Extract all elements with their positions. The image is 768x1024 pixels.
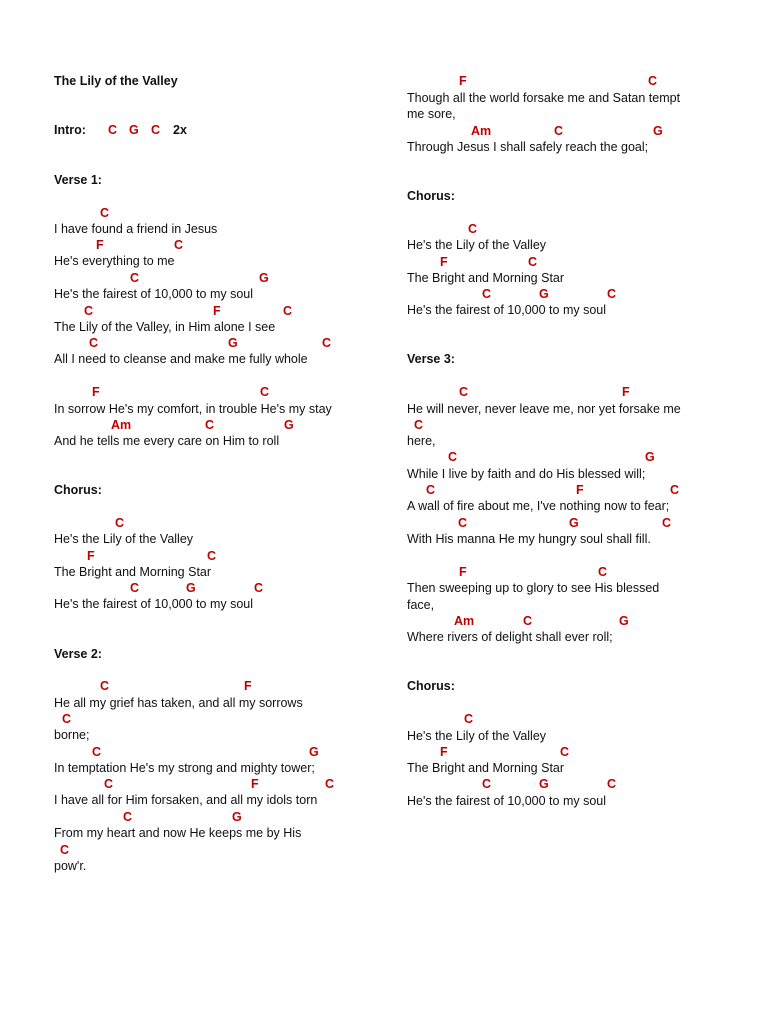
chord: F xyxy=(440,255,448,269)
chord: C xyxy=(92,745,102,759)
chord: G xyxy=(284,418,294,432)
chord-line xyxy=(407,286,757,302)
chord: G xyxy=(309,745,319,759)
lyric-line: He's everything to me xyxy=(54,254,175,268)
chord: C xyxy=(459,385,469,399)
chord: F xyxy=(440,745,448,759)
chord-line xyxy=(407,564,757,580)
chord: C xyxy=(100,679,110,693)
lyric-line: He's the Lily of the Valley xyxy=(54,532,194,546)
lyric-line: He's the fairest of 10,000 to my soul xyxy=(407,794,607,808)
intro-chord: C xyxy=(151,123,161,137)
lyric-line: With His manna He my hungry soul shall fill. xyxy=(407,532,651,546)
lyric-line: He's the fairest of 10,000 to my soul xyxy=(54,287,254,301)
verse-1-heading: Verse 1: xyxy=(54,173,102,187)
chord-line xyxy=(54,548,404,564)
chord: C xyxy=(283,304,293,318)
chord: C xyxy=(174,238,184,252)
chord: G xyxy=(232,810,242,824)
chord-line xyxy=(54,744,404,760)
lyric-line: me sore, xyxy=(407,107,456,121)
lyric-line: He's the fairest of 10,000 to my soul xyxy=(407,303,607,317)
chord-line xyxy=(54,809,404,825)
chord-line xyxy=(407,73,757,89)
chord: C xyxy=(448,450,458,464)
chord-line xyxy=(54,237,404,253)
chord: F xyxy=(244,679,252,693)
lyric-line: A wall of fire about me, I've nothing now to fear; xyxy=(407,499,670,513)
chord: C xyxy=(648,74,658,88)
intro-line xyxy=(54,122,404,138)
chord: C xyxy=(670,483,680,497)
chord: F xyxy=(459,565,467,579)
chord-line xyxy=(54,303,404,319)
lyric-line: The Lily of the Valley, in Him alone I see xyxy=(54,320,276,334)
chord: C xyxy=(130,271,140,285)
chord: G xyxy=(619,614,629,628)
lyric-line: In sorrow He's my comfort, in trouble He's my stay xyxy=(54,402,332,416)
section-heading: Chorus: xyxy=(407,189,455,203)
chord: C xyxy=(207,549,217,563)
chord: C xyxy=(89,336,99,350)
chord-line xyxy=(54,515,404,531)
chord: C xyxy=(130,581,140,595)
chord: F xyxy=(96,238,104,252)
chord-line xyxy=(407,711,757,727)
chord: C xyxy=(598,565,608,579)
chord: G xyxy=(539,777,549,791)
chord-line xyxy=(54,384,404,400)
chord-line xyxy=(407,123,757,139)
chord: C xyxy=(482,777,492,791)
chord-line xyxy=(54,842,404,858)
chord: G xyxy=(539,287,549,301)
chord: C xyxy=(468,222,478,236)
chord: C xyxy=(325,777,335,791)
chord: C xyxy=(100,206,110,220)
intro-repeat: 2x xyxy=(173,123,187,137)
chord: G xyxy=(186,581,196,595)
chord-line xyxy=(407,254,757,270)
chord: C xyxy=(123,810,133,824)
chord: C xyxy=(464,712,474,726)
chord: Am xyxy=(111,418,132,432)
chord-line xyxy=(407,221,757,237)
chord: Am xyxy=(454,614,475,628)
chord-line xyxy=(407,449,757,465)
chord: C xyxy=(60,843,70,857)
chord-line xyxy=(54,205,404,221)
chord-line xyxy=(407,744,757,760)
lyric-line: I have found a friend in Jesus xyxy=(54,222,218,236)
chord: C xyxy=(254,581,264,595)
chord-line xyxy=(54,678,404,694)
section-heading: Chorus: xyxy=(407,679,455,693)
lyric-line: I have all for Him forsaken, and all my idols torn xyxy=(54,793,318,807)
chord: C xyxy=(84,304,94,318)
chord-line xyxy=(407,482,757,498)
chord: G xyxy=(653,124,663,138)
lyric-line: pow'r. xyxy=(54,859,87,873)
intro-chord: C xyxy=(108,123,118,137)
chord: C xyxy=(62,712,72,726)
chord-line xyxy=(54,417,404,433)
chord: C xyxy=(560,745,570,759)
lyric-line: Where rivers of delight shall ever roll; xyxy=(407,630,613,644)
lyric-line: While I live by faith and do His blessed will; xyxy=(407,467,646,481)
chord-line xyxy=(407,515,757,531)
lyric-line: face, xyxy=(407,598,435,612)
chord: G xyxy=(645,450,655,464)
chord: C xyxy=(607,287,617,301)
lyric-line: Then sweeping up to glory to see His blessed xyxy=(407,581,660,595)
chord-line xyxy=(407,613,757,629)
chord-line xyxy=(54,776,404,792)
chord: F xyxy=(92,385,100,399)
lyric-line: And he tells me every care on Him to roll xyxy=(54,434,280,448)
chord: C xyxy=(482,287,492,301)
chord: F xyxy=(459,74,467,88)
lyric-line: The Bright and Morning Star xyxy=(54,565,212,579)
section-heading: Chorus: xyxy=(54,483,102,497)
chord: C xyxy=(414,418,424,432)
lyric-line: He's the Lily of the Valley xyxy=(407,729,547,743)
chord: C xyxy=(528,255,538,269)
lyric-line: Through Jesus I shall safely reach the goal; xyxy=(407,140,649,154)
chord-line xyxy=(407,776,757,792)
chord: F xyxy=(622,385,630,399)
chord: C xyxy=(260,385,270,399)
lyric-line: He's the fairest of 10,000 to my soul xyxy=(54,597,254,611)
section-heading: Verse 2: xyxy=(54,647,102,661)
lyric-line: borne; xyxy=(54,728,90,742)
chord-line xyxy=(54,270,404,286)
chord-line xyxy=(54,580,404,596)
lyric-line: In temptation He's my strong and mighty tower; xyxy=(54,761,315,775)
song-title: The Lily of the Valley xyxy=(54,74,178,88)
chord: G xyxy=(569,516,579,530)
chord: C xyxy=(104,777,114,791)
chord: F xyxy=(87,549,95,563)
chord: C xyxy=(426,483,436,497)
lyric-line: He will never, never leave me, nor yet forsake me xyxy=(407,402,681,416)
intro-label: Intro: xyxy=(54,123,86,137)
lyric-line: Though all the world forsake me and Satan tempt xyxy=(407,91,681,105)
chord: F xyxy=(251,777,259,791)
lyric-line: All I need to cleanse and make me fully whole xyxy=(54,352,308,366)
chord: G xyxy=(228,336,238,350)
lyric-line: He's the Lily of the Valley xyxy=(407,238,547,252)
chord: C xyxy=(662,516,672,530)
lyric-line: The Bright and Morning Star xyxy=(407,271,565,285)
chord: G xyxy=(259,271,269,285)
chord: F xyxy=(576,483,584,497)
left-column xyxy=(54,0,404,1024)
chord: C xyxy=(523,614,533,628)
chord-line xyxy=(407,417,757,433)
chord-line xyxy=(54,711,404,727)
chord-line xyxy=(54,335,404,351)
intro-chord: G xyxy=(129,123,139,137)
chord: Am xyxy=(471,124,492,138)
lyric-line: The Bright and Morning Star xyxy=(407,761,565,775)
section-heading: Verse 3: xyxy=(407,352,455,366)
chord: F xyxy=(213,304,221,318)
chord: C xyxy=(554,124,564,138)
chord: C xyxy=(205,418,215,432)
chord: C xyxy=(322,336,332,350)
chord: C xyxy=(115,516,125,530)
lyric-line: He all my grief has taken, and all my sorrows xyxy=(54,696,303,710)
lyric-line: From my heart and now He keeps me by His xyxy=(54,826,302,840)
lyric-line: here, xyxy=(407,434,436,448)
chord-line xyxy=(407,384,757,400)
right-column xyxy=(407,0,757,1024)
chord: C xyxy=(458,516,468,530)
chord: C xyxy=(607,777,617,791)
